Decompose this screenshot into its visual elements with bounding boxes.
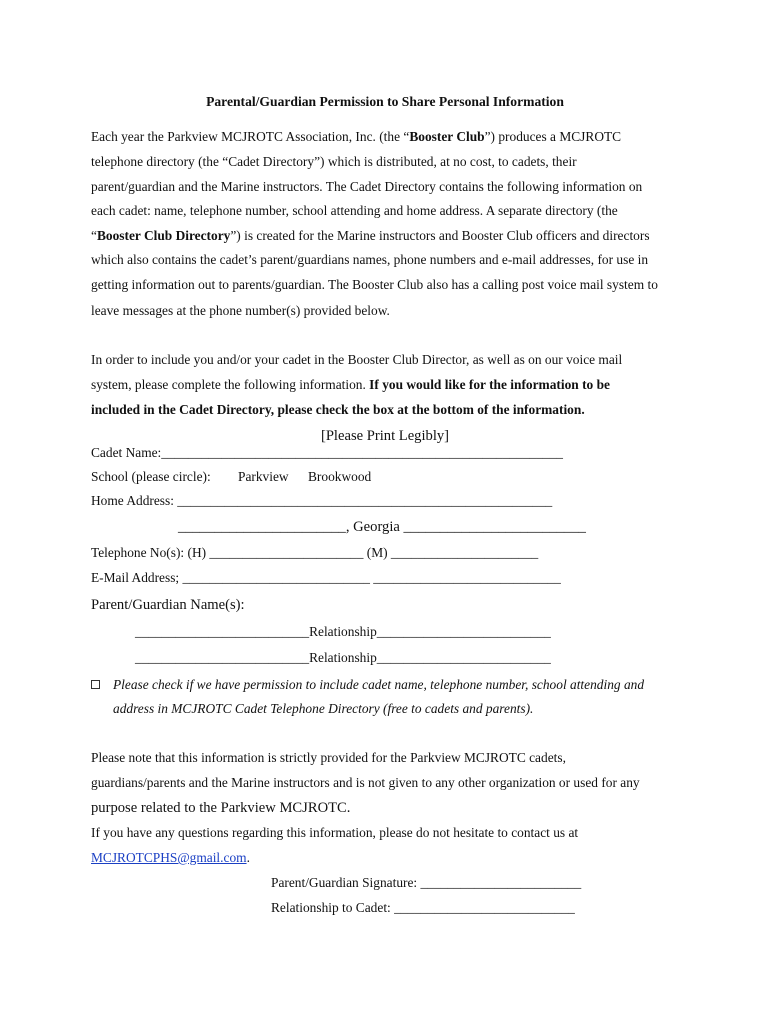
page-title: Parental/Guardian Permission to Share Personal Information <box>206 94 564 109</box>
school-option-brookwood[interactable]: Brookwood <box>308 469 372 484</box>
booster-club-directory-term: Booster Club Directory <box>96 228 231 243</box>
para1-line7: getting information out to parents/guardian. The Booster Club also has a calling post voice mail system to <box>91 277 658 292</box>
para1-line4: each cadet: name, telephone number, school attending and home address. A separate directory (the <box>91 203 618 218</box>
guardian-names-label: Parent/Guardian Name(s): <box>91 597 245 613</box>
print-legibly-note: [Please Print Legibly] <box>320 428 450 444</box>
guardian-relationship-field-2[interactable]: __________________________Relationship__________________________ <box>135 650 551 665</box>
cadet-name-field[interactable]: Cadet Name:____________________________________________________________ <box>91 445 563 460</box>
guardian-signature-field[interactable]: Parent/Guardian Signature: ________________________ <box>271 875 582 890</box>
relationship-to-cadet-field[interactable]: Relationship to Cadet: ___________________________ <box>271 900 575 915</box>
booster-club-term: Booster Club <box>409 129 485 144</box>
note-line2: guardians/parents and the Marine instructors and is not given to any other organization or used for any <box>91 775 640 790</box>
para1-line2: telephone directory (the “Cadet Directory”) which is distributed, at no cost, to cadets, their <box>91 154 577 169</box>
home-address-field[interactable]: Home Address: ________________________________________________________ <box>91 493 553 508</box>
contact-line: MCJROTCPHS@gmail.com. <box>91 850 250 865</box>
guardian-relationship-field-1[interactable]: __________________________Relationship__________________________ <box>135 624 551 639</box>
para2-line2: system, please complete the following information. If you would like for the information to be <box>91 377 610 392</box>
address-city-state-field[interactable]: _______________________, Georgia _________________________ <box>178 519 586 535</box>
school-option-parkview[interactable]: Parkview <box>238 469 289 484</box>
para2-line3: included in the Cadet Directory, please check the box at the bottom of the information. <box>91 402 585 417</box>
para1-line8: leave messages at the phone number(s) provided below. <box>91 303 390 318</box>
school-field <box>91 468 391 486</box>
permission-checkbox[interactable] <box>91 680 100 689</box>
para1-line6: which also contains the cadet’s parent/guardians names, phone numbers and e-mail addresses, for use in <box>91 252 649 267</box>
telephone-field[interactable]: Telephone No(s): (H) _______________________ (M) ______________________ <box>91 545 539 560</box>
para1-line5: “Booster Club Directory”) is created for the Marine instructors and Booster Club officers and directors <box>91 228 650 243</box>
school-label: School (please circle): <box>91 469 211 484</box>
para2-line1: In order to include you and/or your cadet in the Booster Club Director, as well as on our voice mail <box>91 352 623 367</box>
permission-text-line1: Please check if we have permission to include cadet name, telephone number, school attending and <box>113 677 645 692</box>
para1-line1: Each year the Parkview MCJROTC Association, Inc. (the “Booster Club”) produces a MCJROTC <box>91 129 622 144</box>
note-line4: If you have any questions regarding this information, please do not hesitate to contact us at <box>91 825 579 840</box>
para1-line3: parent/guardian and the Marine instructors. The Cadet Directory contains the following information on <box>91 179 643 194</box>
note-line3: purpose related to the Parkview MCJROTC. <box>91 800 351 816</box>
note-line1: Please note that this information is strictly provided for the Parkview MCJROTC cadets, <box>91 750 566 765</box>
email-field[interactable]: E-Mail Address; ____________________________ ____________________________ <box>91 570 561 585</box>
contact-email-link[interactable]: MCJROTCPHS@gmail.com <box>91 850 247 865</box>
permission-text-line2: address in MCJROTC Cadet Telephone Directory (free to cadets and parents). <box>113 701 534 716</box>
